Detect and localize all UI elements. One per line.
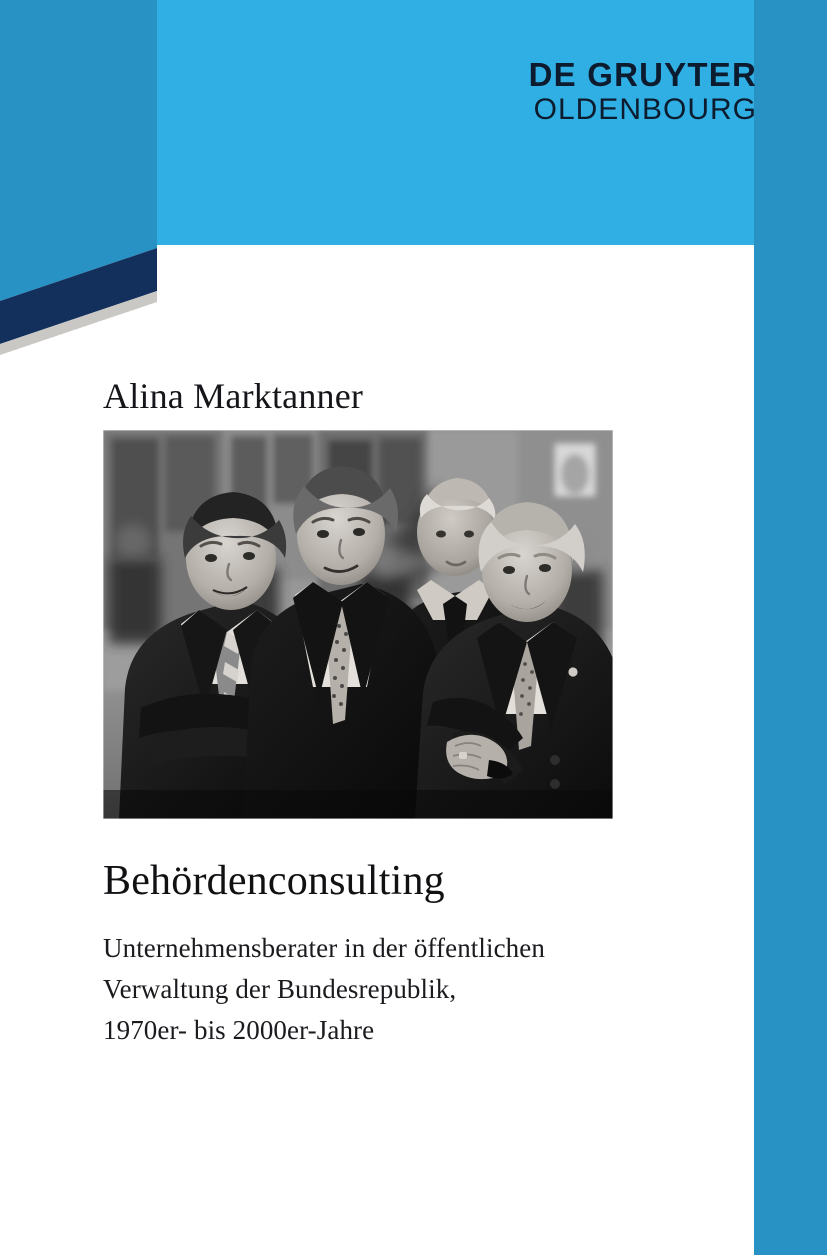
- publisher-name-primary: DE GRUYTER: [528, 56, 757, 93]
- book-subtitle-line-2: Verwaltung der Bundesrepublik,: [103, 974, 457, 1005]
- book-title: Behördenconsulting: [103, 858, 445, 904]
- left-blue-column: [0, 0, 157, 360]
- cover-photograph-artwork: [103, 430, 613, 819]
- cover-photograph: [103, 430, 613, 819]
- right-blue-column: [754, 0, 827, 1255]
- author-name: Alina Marktanner: [103, 376, 364, 416]
- book-subtitle-line-1: Unternehmensberater in der öffentlichen: [103, 933, 545, 963]
- book-subtitle: [103, 928, 545, 1051]
- publisher-logo: [529, 58, 757, 125]
- publisher-name-secondary: OLDENBOURG: [533, 93, 757, 126]
- book-subtitle-line-3: 1970er- bis 2000er-Jahre: [103, 1015, 375, 1046]
